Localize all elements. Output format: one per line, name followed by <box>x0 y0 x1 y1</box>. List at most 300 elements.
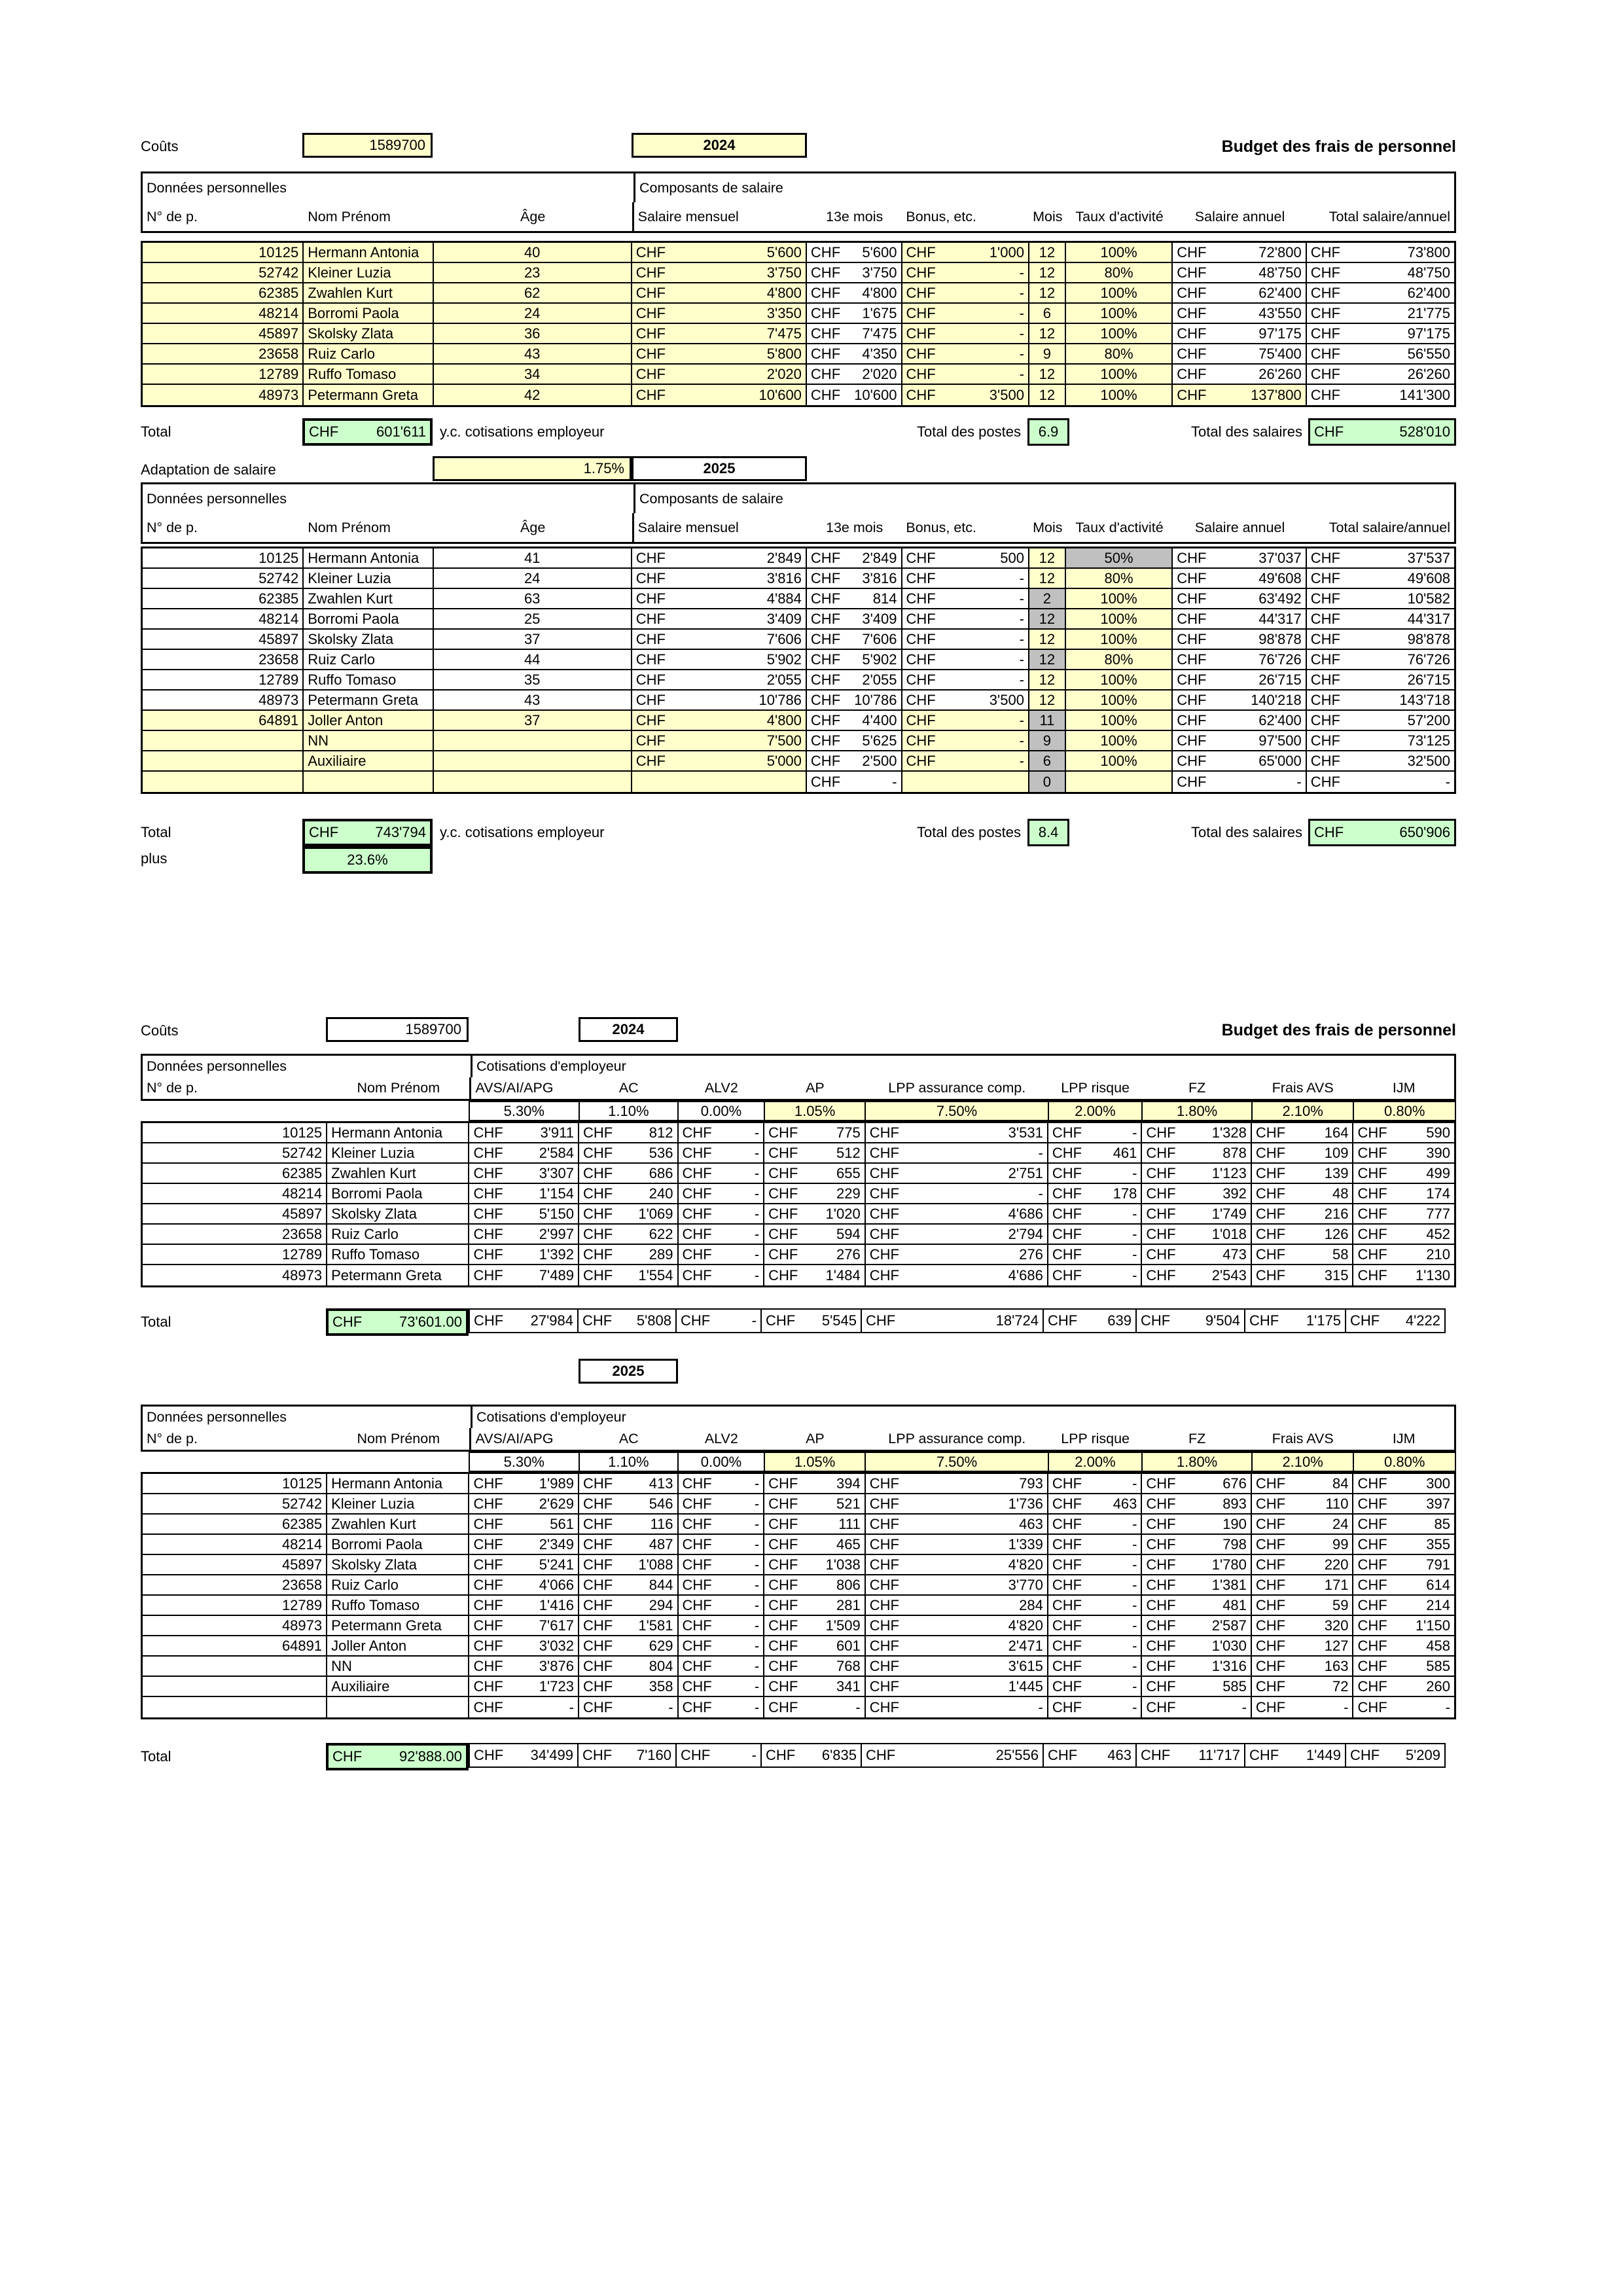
cell-total-annual-value: 98'878 <box>1407 630 1451 647</box>
currency-label: CHF <box>1249 1312 1279 1329</box>
cell-lpp-comp <box>866 1657 1048 1676</box>
currency-label: CHF <box>582 1495 613 1512</box>
cell-annual-salary-value: 65'000 <box>1258 752 1302 769</box>
cell-lpp-risque <box>1048 1596 1143 1615</box>
cell-ac-value: 487 <box>649 1535 673 1552</box>
currency-label: CHF <box>582 1124 613 1141</box>
cell-frais-avs <box>1252 1616 1354 1635</box>
cell-lpp-comp <box>866 1697 1048 1717</box>
cell-lpp-comp <box>866 1515 1048 1534</box>
currency-label: CHF <box>473 1535 503 1552</box>
cell-annual-salary-value: - <box>1296 773 1302 790</box>
currency-label: CHF <box>1146 1225 1176 1242</box>
contrib-table-2024 <box>141 1121 1456 1287</box>
cell-name: Ruiz Carlo <box>327 1225 469 1244</box>
cell-ac-value: 289 <box>649 1246 673 1263</box>
cell-ap-value: 1'509 <box>825 1617 861 1634</box>
cell-fz <box>1142 1575 1252 1594</box>
cell-employee-id: 10125 <box>143 1474 327 1493</box>
contrib-total-row-2024 <box>469 1308 1446 1333</box>
cell-months: 9 <box>1029 731 1066 750</box>
cell-bonus <box>902 548 1029 567</box>
year-2025: 2025 <box>703 460 736 476</box>
cell-age: 43 <box>434 691 632 709</box>
cell-ac <box>579 1535 679 1554</box>
cell-avs-value: 2'584 <box>539 1144 574 1161</box>
cell-age: 23 <box>434 263 632 282</box>
cell-monthly-salary <box>632 385 807 405</box>
currency-label: CHF <box>1146 1535 1176 1552</box>
cell-avs <box>469 1474 579 1493</box>
cell-annual-salary-value: 97'175 <box>1258 325 1302 342</box>
group-label-cotisations: Cotisations d'employeur <box>471 1407 1454 1428</box>
cell-13th-month <box>807 751 902 770</box>
cell-employee-id: 10125 <box>143 548 304 567</box>
cell-bonus-value: 1'000 <box>989 243 1024 260</box>
table-row <box>143 304 1454 324</box>
cell-lpp-comp-value: 4'820 <box>1008 1556 1043 1573</box>
currency-label: CHF <box>635 264 666 281</box>
cell-ac <box>579 1677 679 1696</box>
cell-ijm-value: 590 <box>1426 1124 1450 1141</box>
cell-frais-avs-total <box>1244 1308 1346 1333</box>
col-name: Nom Prénom <box>357 1431 440 1446</box>
cell-age <box>434 772 632 792</box>
cell-monthly-salary-value: 7'606 <box>766 630 802 647</box>
rate-cell: 2.00% <box>1049 1453 1143 1471</box>
cell-lpp-comp <box>866 1494 1048 1513</box>
cell-age: 24 <box>434 304 632 323</box>
total-postes: 6.9 <box>1038 423 1059 440</box>
cell-activity-rate: 100% <box>1066 691 1173 709</box>
cell-ac <box>579 1636 679 1655</box>
cell-alv2-value: - <box>754 1144 760 1161</box>
rate-cell: 0.80% <box>1354 1453 1455 1471</box>
cell-lpp-risque <box>1048 1164 1143 1183</box>
cell-ijm-value: 397 <box>1426 1495 1450 1512</box>
cell-lpp-comp <box>866 1184 1048 1203</box>
cell-alv2-value: - <box>754 1556 760 1573</box>
cell-ac-value: 1'088 <box>638 1556 673 1573</box>
currency-label: CHF <box>1310 569 1340 586</box>
cell-annual-salary-value: 72'800 <box>1258 243 1302 260</box>
table-row <box>143 670 1454 691</box>
currency-label: CHF <box>1357 1164 1387 1181</box>
cell-name: Ruffo Tomaso <box>327 1245 469 1264</box>
currency-label: CHF <box>582 1225 613 1242</box>
cell-lpp-risque-value: - <box>1132 1637 1137 1654</box>
cell-alv2 <box>679 1474 765 1493</box>
cell-total-annual <box>1307 589 1454 608</box>
currency-label: CHF <box>866 1312 896 1329</box>
cell-monthly-salary-value: 4'800 <box>766 711 802 728</box>
cell-fz-value: 1'316 <box>1211 1657 1247 1674</box>
cell-employee-id: 52742 <box>143 1494 327 1513</box>
rate-cell: 5.30% <box>470 1453 580 1471</box>
cell-frais-avs <box>1252 1535 1354 1554</box>
cell-frais-avs-value: 58 <box>1332 1246 1349 1263</box>
currency-label: CHF <box>1310 284 1340 301</box>
table-row <box>143 1636 1454 1657</box>
currency-label: CHF <box>1177 671 1207 688</box>
cell-age: 37 <box>434 630 632 649</box>
currency-label: CHF <box>768 1515 798 1532</box>
cell-bonus-value: - <box>1019 610 1024 627</box>
cell-total-annual-value: 26'715 <box>1407 671 1451 688</box>
cell-lpp-risque <box>1048 1535 1143 1554</box>
cell-ap <box>764 1636 866 1655</box>
currency-label: CHF <box>1146 1657 1176 1674</box>
currency-label: CHF <box>1052 1246 1082 1263</box>
cell-alv2 <box>679 1245 765 1264</box>
cell-ijm <box>1353 1225 1454 1244</box>
cell-ac-value: 1'581 <box>638 1617 673 1634</box>
cell-activity-rate: 80% <box>1066 263 1173 282</box>
rate-cell: 1.80% <box>1143 1102 1253 1120</box>
total-amount-box <box>302 819 433 846</box>
cell-lpp-risque-value: - <box>1132 1475 1137 1492</box>
cell-name: NN <box>304 731 433 750</box>
cell-months: 0 <box>1029 772 1066 792</box>
cell-annual-salary-value: 26'260 <box>1258 365 1302 382</box>
cell-fz-value: 2'587 <box>1211 1617 1247 1634</box>
cell-employee-id: 48973 <box>143 1616 327 1635</box>
cell-avs-value: 5'150 <box>539 1205 574 1222</box>
cell-frais-avs <box>1252 1184 1354 1203</box>
cell-ap-value: 1'020 <box>825 1205 861 1222</box>
cell-activity-rate: 100% <box>1066 731 1173 750</box>
cell-fz-value: 1'749 <box>1211 1205 1247 1222</box>
cell-fz <box>1142 1225 1252 1244</box>
table-row <box>143 1494 1454 1515</box>
currency-label: CHF <box>1177 752 1207 769</box>
cell-frais-avs-value: 48 <box>1332 1185 1349 1202</box>
cell-avs-value: 1'989 <box>539 1475 574 1492</box>
currency-label: CHF <box>1310 304 1340 321</box>
cell-13th-month <box>807 324 902 343</box>
cell-annual-salary <box>1173 609 1306 628</box>
cell-name: Ruiz Carlo <box>304 650 433 669</box>
currency-label: CHF <box>635 569 666 586</box>
currency-label: CHF <box>1357 1225 1387 1242</box>
cell-13th-month-value: 10'600 <box>854 386 897 403</box>
col-frais-avs: Frais AVS <box>1272 1080 1334 1096</box>
rate-cell: 1.80% <box>1143 1453 1253 1471</box>
currency-label: CHF <box>768 1617 798 1634</box>
cell-13th-month-value: 5'625 <box>862 732 897 749</box>
currency-label: CHF <box>582 1515 613 1532</box>
table-row <box>143 1474 1454 1494</box>
currency-label: CHF <box>1177 773 1207 790</box>
cell-ac-value: 358 <box>649 1677 673 1695</box>
currency-label: CHF <box>906 752 936 769</box>
cell-frais-avs <box>1252 1474 1354 1493</box>
col-lpp-risque: LPP risque <box>1061 1080 1130 1096</box>
cell-13th-month <box>807 344 902 363</box>
total-label: Total <box>141 1748 171 1765</box>
currency-label: CHF <box>906 610 936 627</box>
cell-13th-month-value: 3'750 <box>862 264 897 281</box>
cell-alv2 <box>679 1123 765 1142</box>
total-salaires: 650'906 <box>1399 824 1450 840</box>
currency-label: CHF <box>582 1266 613 1283</box>
currency-label: CHF <box>869 1576 899 1593</box>
currency-label: CHF <box>869 1164 899 1181</box>
cell-annual-salary <box>1173 365 1306 384</box>
currency-label: CHF <box>906 365 936 382</box>
cell-frais-avs <box>1252 1657 1354 1676</box>
col-name: Nom Prénom <box>308 208 391 224</box>
currency-label: CHF <box>869 1205 899 1222</box>
cell-annual-salary <box>1173 324 1306 343</box>
cell-fz <box>1142 1265 1252 1285</box>
currency-label: CHF <box>810 773 841 790</box>
currency-label: CHF <box>869 1556 899 1573</box>
cell-ijm <box>1353 1164 1454 1183</box>
cell-13th-month <box>807 243 902 262</box>
cell-total-annual-value: 37'537 <box>1407 549 1451 566</box>
currency-label: CHF <box>635 243 666 260</box>
currency-label: CHF <box>1255 1185 1286 1202</box>
currency-label: CHF <box>1357 1185 1387 1202</box>
cell-ap-value: 341 <box>836 1677 861 1695</box>
cell-frais-avs <box>1252 1204 1354 1223</box>
cell-ac <box>579 1474 679 1493</box>
cell-ijm-value: 390 <box>1426 1144 1450 1161</box>
cell-lpp-comp-value: - <box>1038 1698 1043 1715</box>
cell-ijm-value: 614 <box>1426 1576 1450 1593</box>
cell-ijm-value: 791 <box>1426 1556 1450 1573</box>
cell-avs-value: 1'154 <box>539 1185 574 1202</box>
cell-fz-value: 481 <box>1222 1596 1247 1613</box>
col-employee-id: N° de p. <box>147 1431 198 1446</box>
cell-total-annual <box>1307 711 1454 730</box>
cell-ap-value: 465 <box>836 1535 861 1552</box>
col-activity-rate: Taux d'activité <box>1075 208 1164 224</box>
cell-ap <box>764 1123 866 1142</box>
cell-name: Skolsky Zlata <box>327 1204 469 1223</box>
cell-ap-value: - <box>855 1698 861 1715</box>
cell-ac-value: 413 <box>649 1475 673 1492</box>
currency-label: CHF <box>1310 610 1340 627</box>
cell-total-annual <box>1307 670 1454 689</box>
group-label-personnel: Données personnelles <box>147 490 287 507</box>
cell-lpp-risque <box>1048 1515 1143 1534</box>
currency-label: CHF <box>1177 264 1207 281</box>
group-label-personnel: Données personnelles <box>147 1409 287 1425</box>
plus-value-box <box>302 846 433 874</box>
cell-name: Hermann Antonia <box>327 1474 469 1493</box>
cell-lpp-comp-value: 276 <box>1019 1246 1043 1263</box>
cell-lpp-risque <box>1048 1616 1143 1635</box>
currency-label: CHF <box>582 1617 613 1634</box>
cell-fz-value: 190 <box>1222 1515 1247 1532</box>
cell-ap-value: 806 <box>836 1576 861 1593</box>
currency-label: CHF <box>869 1617 899 1634</box>
cell-months: 12 <box>1029 569 1066 588</box>
cell-ap-value: 281 <box>836 1596 861 1613</box>
cell-alv2-value: - <box>754 1698 760 1715</box>
cell-lpp-comp-value: 3'770 <box>1008 1576 1043 1593</box>
col-bonus: Bonus, etc. <box>906 519 976 535</box>
cell-frais-avs-value: - <box>1344 1698 1349 1715</box>
total-label: Total <box>141 1314 171 1330</box>
currency-label: CHF <box>635 549 666 566</box>
currency-label: CHF <box>1255 1205 1286 1222</box>
cell-ap <box>764 1697 866 1717</box>
cell-bonus-value: 500 <box>1000 549 1024 566</box>
cell-annual-salary-value: 140'218 <box>1251 691 1302 708</box>
cell-ac <box>579 1184 679 1203</box>
cell-lpp-risque-value: - <box>1132 1266 1137 1283</box>
cell-alv2 <box>679 1555 765 1574</box>
cell-alv2 <box>679 1636 765 1655</box>
cell-lpp-risque <box>1048 1697 1143 1717</box>
cell-activity-rate: 50% <box>1066 548 1173 567</box>
cell-ijm-value: - <box>1445 1698 1450 1715</box>
cell-total-annual <box>1307 569 1454 588</box>
salary-header-2024 <box>141 171 1456 233</box>
currency-label: CHF <box>869 1225 899 1242</box>
currency-label: CHF <box>1357 1205 1387 1222</box>
cell-age: 41 <box>434 548 632 567</box>
cell-ijm <box>1353 1494 1454 1513</box>
cell-bonus-value: - <box>1019 752 1024 769</box>
currency-label: CHF <box>810 549 841 566</box>
group-label-personnel: Données personnelles <box>147 179 287 196</box>
cell-lpp-risque <box>1048 1636 1143 1655</box>
cell-13th-month <box>807 711 902 730</box>
currency-label: CHF <box>906 590 936 607</box>
cell-age: 43 <box>434 344 632 363</box>
cell-activity-rate: 100% <box>1066 283 1173 302</box>
cell-13th-month-value: 4'400 <box>862 711 897 728</box>
cell-13th-month <box>807 731 902 750</box>
currency-label: CHF <box>1052 1266 1082 1283</box>
cell-name: Borromi Paola <box>327 1184 469 1203</box>
cell-ijm-value: 300 <box>1426 1475 1450 1492</box>
cell-annual-salary-value: 43'550 <box>1258 304 1302 321</box>
currency-label: CHF <box>810 386 841 403</box>
col-ap: AP <box>806 1431 825 1446</box>
cell-fz <box>1142 1184 1252 1203</box>
adaptation-value-box <box>433 456 632 481</box>
table-row <box>143 589 1454 609</box>
cell-frais-avs-value: 126 <box>1324 1225 1349 1242</box>
cell-name: Kleiner Luzia <box>327 1143 469 1162</box>
currency-label: CHF <box>1255 1617 1286 1634</box>
currency-label: CHF <box>810 752 841 769</box>
cell-bonus <box>902 589 1029 608</box>
currency-label: CHF <box>1052 1596 1082 1613</box>
cell-lpp-comp <box>866 1677 1048 1696</box>
cell-fz-value: 1'381 <box>1211 1576 1247 1593</box>
cell-ac <box>579 1515 679 1534</box>
cell-13th-month-value: 2'849 <box>862 549 897 566</box>
cell-ac-value: 1'069 <box>638 1205 673 1222</box>
cell-ac <box>579 1657 679 1676</box>
col-alv2: ALV2 <box>704 1431 738 1446</box>
col-avs: AVS/AI/APG <box>469 1077 579 1099</box>
cell-employee-id <box>143 731 304 750</box>
cell-annual-salary <box>1173 304 1306 323</box>
total-note: y.c. cotisations employeur <box>440 824 605 840</box>
currency-label: CHF <box>1255 1475 1286 1492</box>
cell-employee-id: 45897 <box>143 324 304 343</box>
currency-label: CHF <box>473 1124 503 1141</box>
currency-label: CHF <box>473 1185 503 1202</box>
cell-annual-salary-value: 137'800 <box>1251 386 1302 403</box>
cell-total-annual <box>1307 772 1454 792</box>
cell-employee-id: 48973 <box>143 385 304 405</box>
cell-ap <box>764 1143 866 1162</box>
currency-label: CHF <box>810 630 841 647</box>
cell-lpp-comp <box>866 1575 1048 1594</box>
currency-label: CHF <box>768 1246 798 1263</box>
currency-label: CHF <box>1177 365 1207 382</box>
cell-ijm-value: 214 <box>1426 1596 1450 1613</box>
currency-label: CHF <box>682 1576 712 1593</box>
cell-lpp-risque-value: - <box>1132 1556 1137 1573</box>
cell-total-annual <box>1307 548 1454 567</box>
cell-ijm-value: 174 <box>1426 1185 1450 1202</box>
currency-label: CHF <box>1177 304 1207 321</box>
cell-ijm-value: 777 <box>1426 1205 1450 1222</box>
total-amount: 92'888.00 <box>399 1748 462 1765</box>
cell-ijm-value: 210 <box>1426 1246 1450 1263</box>
cell-employee-id <box>143 772 304 792</box>
currency-label: CHF <box>332 1748 363 1765</box>
cell-lpp-comp <box>866 1596 1048 1615</box>
cell-frais-avs-value: 139 <box>1324 1164 1349 1181</box>
cell-bonus-value: - <box>1019 345 1024 362</box>
currency-label: CHF <box>1146 1144 1176 1161</box>
cell-lpp-comp <box>866 1164 1048 1183</box>
col-lpp-comp: LPP assurance comp. <box>888 1080 1026 1096</box>
group-label-personnel: Données personnelles <box>147 1058 287 1074</box>
table-row <box>143 569 1454 589</box>
cell-activity-rate: 100% <box>1066 751 1173 770</box>
cell-alv2 <box>679 1596 765 1615</box>
currency-label: CHF <box>1357 1657 1387 1674</box>
cell-lpp-comp-value: 3'615 <box>1008 1657 1043 1674</box>
cell-annual-salary <box>1173 711 1306 730</box>
cell-ac <box>579 1204 679 1223</box>
adaptation-year-box <box>632 456 807 481</box>
currency-label: CHF <box>768 1596 798 1613</box>
cell-ap <box>764 1657 866 1676</box>
cell-frais-avs <box>1252 1265 1354 1285</box>
rate-cell: 0.00% <box>679 1453 765 1471</box>
cell-lpp-risque-value: - <box>1132 1698 1137 1715</box>
year-2024: 2024 <box>612 1021 645 1037</box>
currency-label: CHF <box>810 651 841 668</box>
total-salaires-label: Total des salaires <box>1191 423 1302 440</box>
cell-monthly-salary-value: 3'816 <box>766 569 802 586</box>
total-postes: 8.4 <box>1038 824 1059 840</box>
currency-label: CHF <box>1052 1225 1082 1242</box>
currency-label: CHF <box>309 423 339 440</box>
currency-label: CHF <box>906 732 936 749</box>
cell-months: 12 <box>1029 365 1066 384</box>
cell-bonus <box>902 385 1029 405</box>
cell-ijm <box>1353 1184 1454 1203</box>
currency-label: CHF <box>1146 1475 1176 1492</box>
table-row <box>143 1535 1454 1555</box>
table-row <box>143 1184 1454 1204</box>
currency-label: CHF <box>1255 1596 1286 1613</box>
cell-total-annual-value: 21'775 <box>1407 304 1451 321</box>
